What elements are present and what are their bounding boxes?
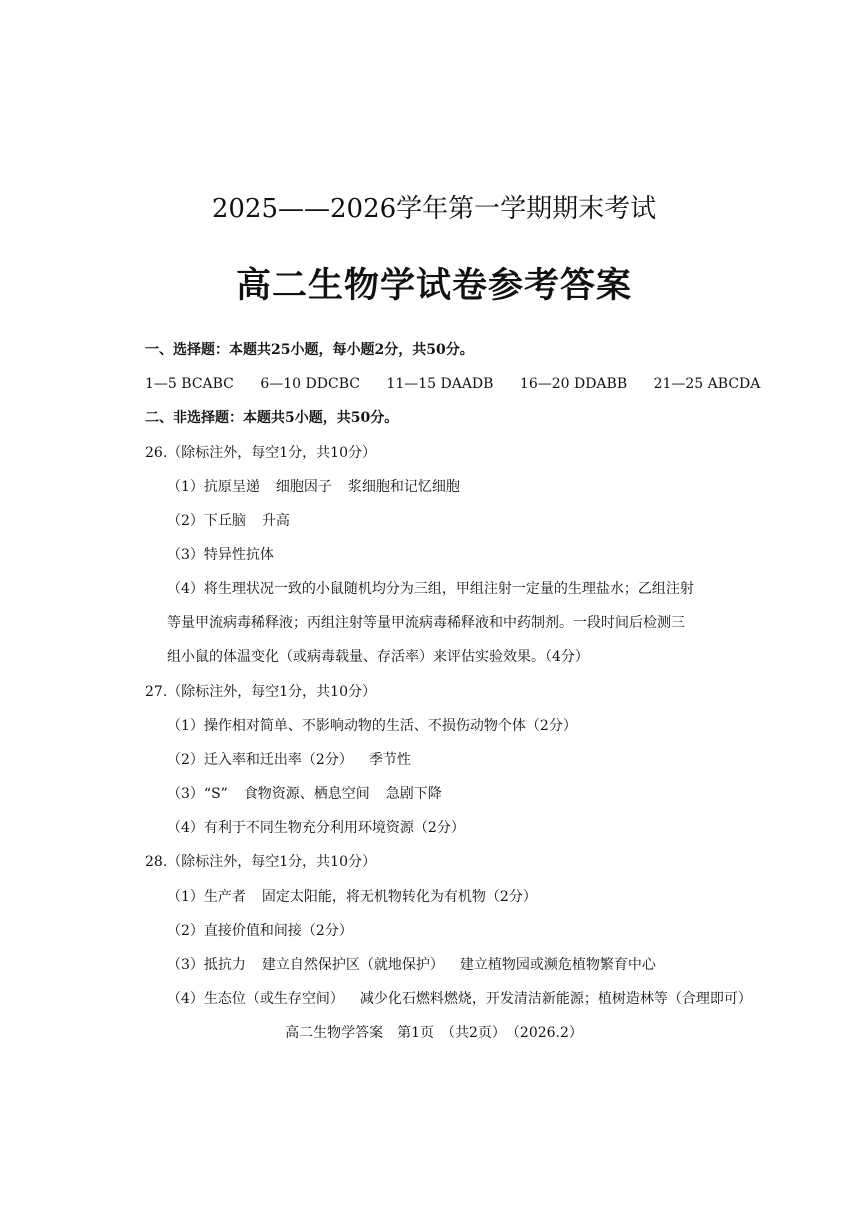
q28-a3-part3: 建立植物园或濒危植物繁育中心 bbox=[459, 957, 656, 973]
answer-group-3: 11—15 DAADB bbox=[386, 376, 494, 392]
q26-answer-4-line1: （4）将生理状况一致的小鼠随机均分为三组，甲组注射一定量的生理盐水；乙组注射 bbox=[167, 581, 694, 597]
q28-a4-part1: （4）生态位（或生存空间） bbox=[167, 991, 344, 1007]
answer-group-1: 1—5 BCABC bbox=[145, 376, 234, 392]
q26-answer-3: （3）特异性抗体 bbox=[167, 547, 274, 563]
exam-subtitle: 高二生物学试卷参考答案 bbox=[235, 265, 632, 306]
q26-header: 26.（除标注外，每空1分，共10分） bbox=[145, 445, 376, 461]
page-footer: 高二生物学答案 第1页 （共2页） （2026.2） bbox=[285, 1025, 583, 1041]
answer-group-5: 21—25 ABCDA bbox=[653, 376, 761, 392]
q26-a2-part1: （2）下丘脑 bbox=[167, 513, 246, 529]
q28-answer-1 bbox=[167, 887, 537, 907]
choice-answers bbox=[145, 374, 782, 394]
answer-group-2: 6—10 DDCBC bbox=[260, 376, 360, 392]
q26-a1-part2: 细胞因子 bbox=[275, 479, 332, 495]
q28-a4-part2: 减少化石燃料燃烧，开发清洁新能源；植树造林等（合理即可） bbox=[359, 991, 752, 1007]
q26-a1-part3: 浆细胞和记忆细胞 bbox=[347, 479, 460, 495]
q28-a1-part1: （1）生产者 bbox=[167, 889, 246, 905]
q27-a3-part2: 食物资源、栖息空间 bbox=[243, 786, 370, 802]
q27-a3-part3: 急剧下降 bbox=[385, 786, 442, 802]
q28-answer-3 bbox=[167, 955, 656, 975]
q28-a3-part1: （3）抵抗力 bbox=[167, 957, 246, 973]
q27-header: 27.（除标注外，每空1分，共10分） bbox=[145, 684, 376, 700]
q27-answer-4: （4）有利于不同生物充分利用环境资源（2分） bbox=[167, 820, 465, 836]
q28-header: 28.（除标注外，每空1分，共10分） bbox=[145, 854, 376, 870]
q27-answer-2 bbox=[167, 750, 411, 770]
section2-heading: 二、非选择题：本题共5小题，共50分。 bbox=[145, 410, 399, 426]
answer-group-4: 16—20 DDABB bbox=[519, 376, 628, 392]
q26-answer-4-line3: 组小鼠的体温变化（或病毒载量、存活率）来评估实验效果。（4分） bbox=[167, 649, 589, 665]
q26-a2-part2: 升高 bbox=[261, 513, 290, 529]
q26-answer-4-line2: 等量甲流病毒稀释液；丙组注射等量甲流病毒稀释液和中药制剂。一段时间后检测三 bbox=[167, 615, 685, 631]
exam-title: 2025——2026学年第一学期期末考试 bbox=[211, 194, 657, 224]
q28-a1-part2: 固定太阳能，将无机物转化为有机物（2分） bbox=[261, 889, 537, 905]
q26-answer-2 bbox=[167, 511, 290, 531]
q26-answer-1 bbox=[167, 477, 460, 497]
q27-a3-part1: （3）“S” bbox=[167, 786, 228, 802]
q27-answer-3 bbox=[167, 784, 442, 804]
q28-a3-part2: 建立自然保护区（就地保护） bbox=[261, 957, 444, 973]
q27-a2-part2: 季节性 bbox=[368, 752, 411, 768]
q28-answer-4 bbox=[167, 989, 752, 1009]
q27-a2-part1: （2）迁入率和迁出率（2分） bbox=[167, 752, 353, 768]
q26-a1-part1: （1）抗原呈递 bbox=[167, 479, 260, 495]
q28-answer-2: （2）直接价值和间接（2分） bbox=[167, 923, 353, 939]
q27-answer-1: （1）操作相对简单、不影响动物的生活、不损伤动物个体（2分） bbox=[167, 718, 577, 734]
section1-heading: 一、选择题：本题共25小题，每小题2分，共50分。 bbox=[145, 342, 474, 358]
